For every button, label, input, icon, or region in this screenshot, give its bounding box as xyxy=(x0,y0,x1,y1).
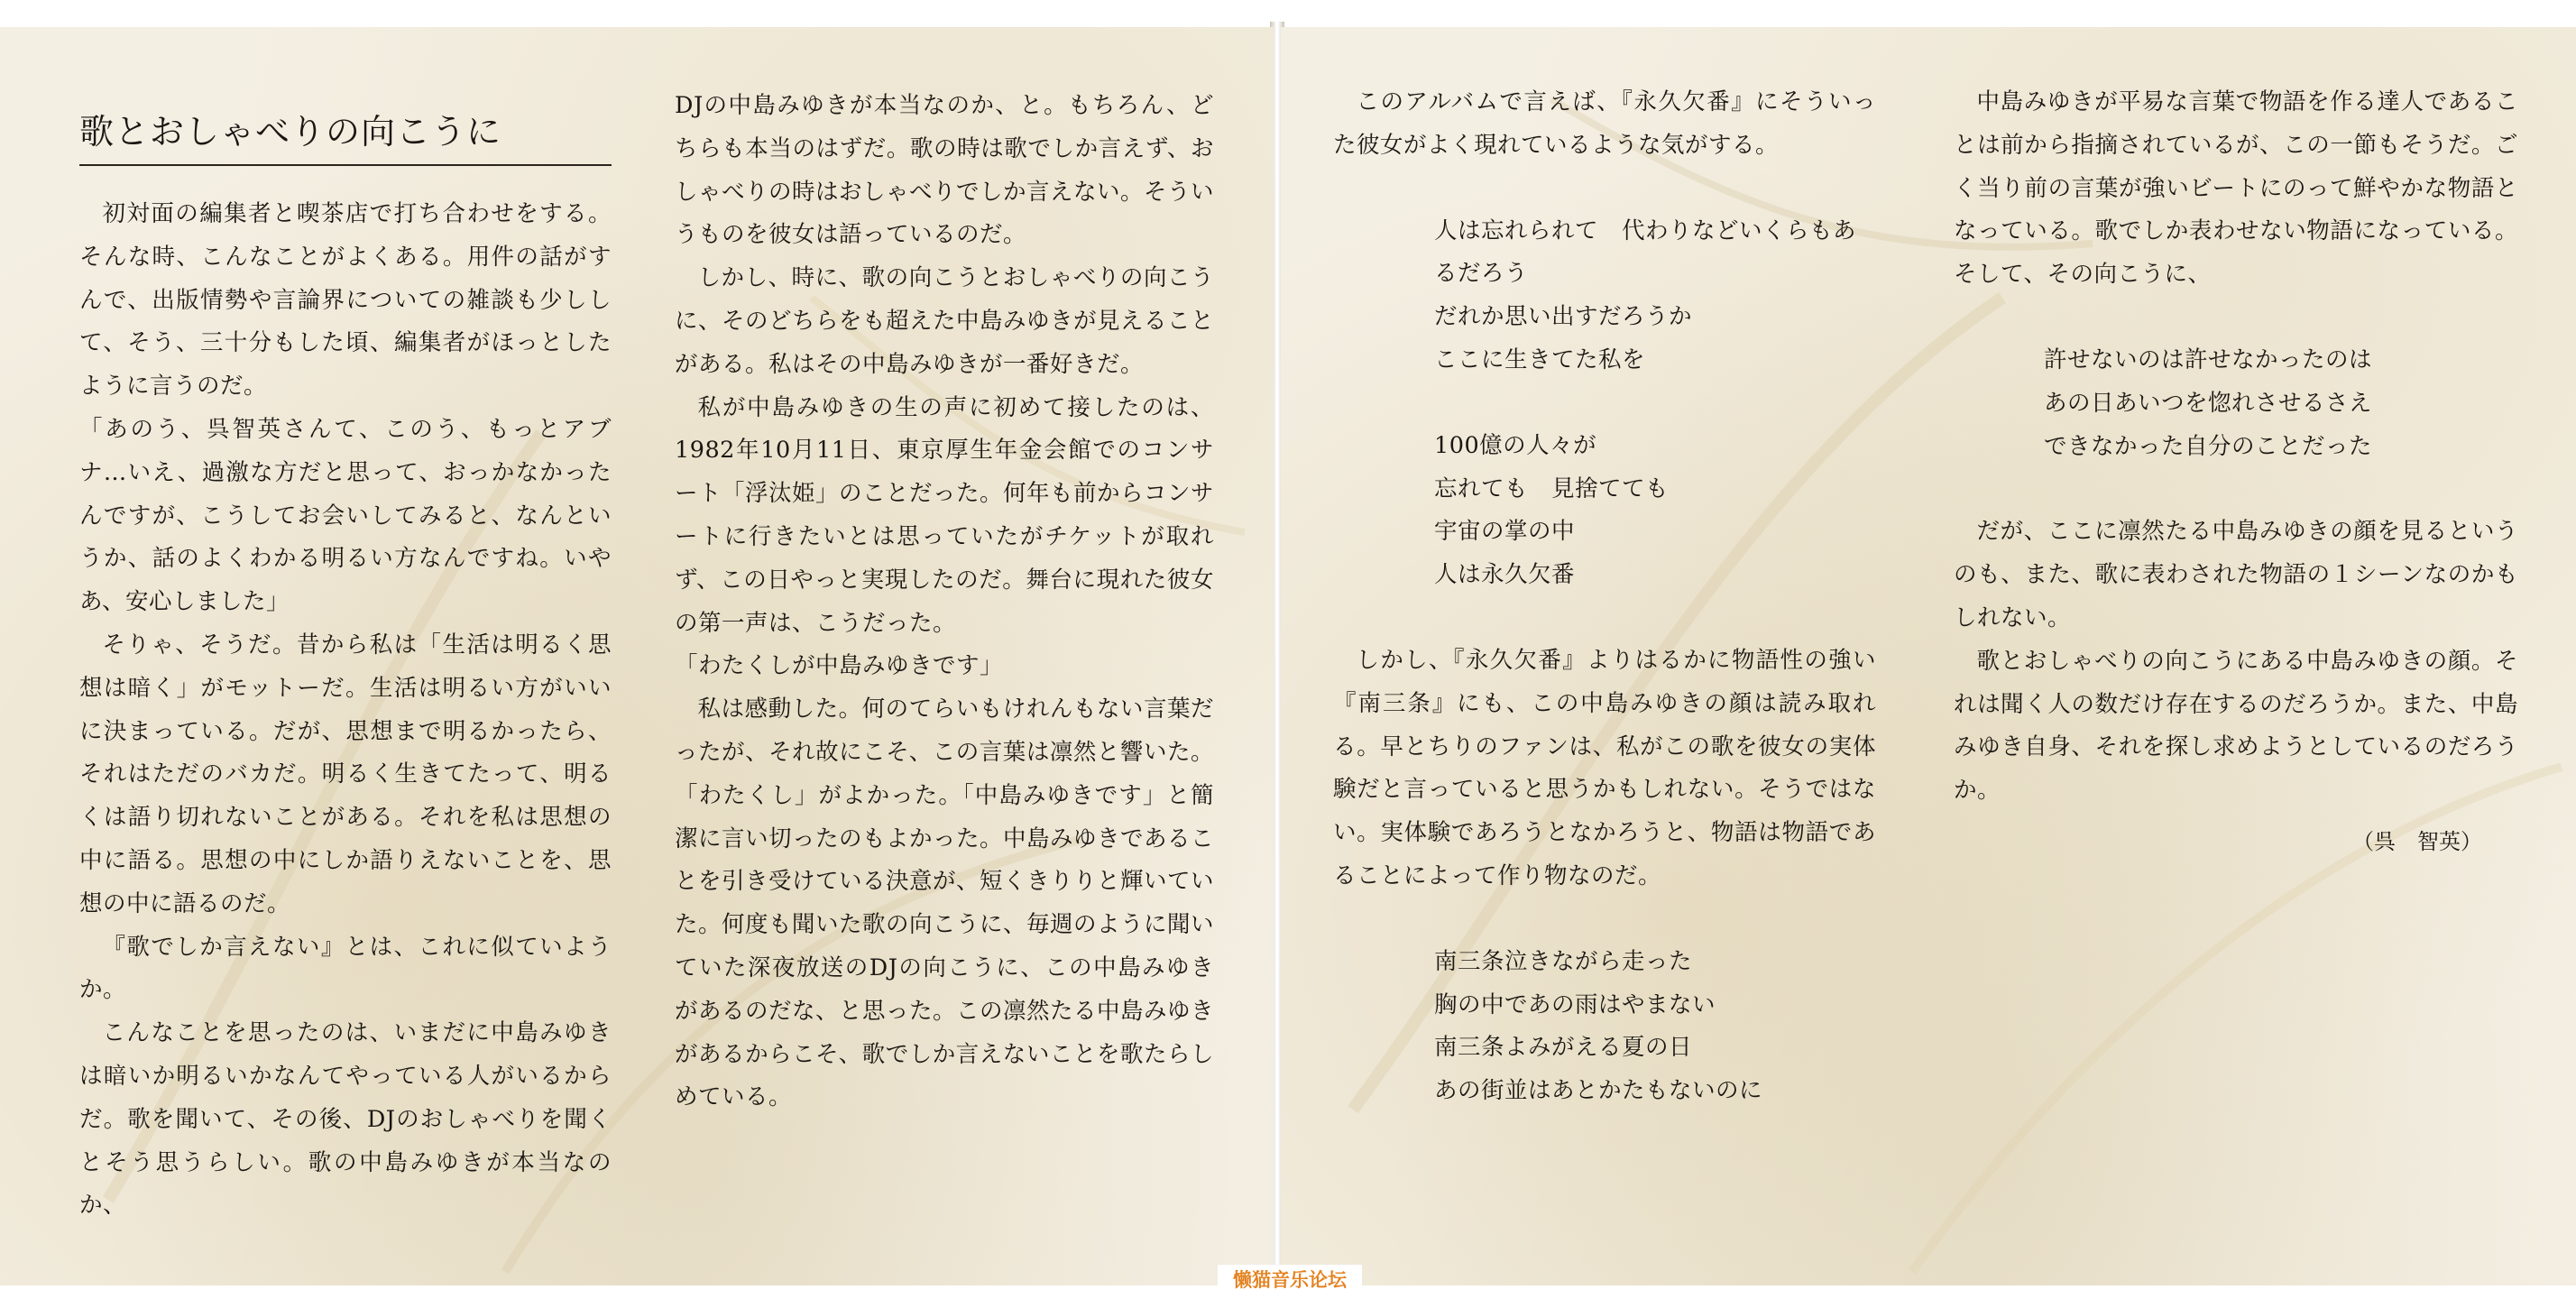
lyric-line: 人は忘れられて 代わりなどいくらもあるだろう xyxy=(1434,216,1857,288)
spacer xyxy=(1333,168,1876,210)
paragraph: DJの中島みゆきが本当なのか、と。もちろん、どちらも本当のはずだ。歌の時は歌でしか言えず、おしゃべりの時はおしゃべりでしか言えない。そういうものを彼女は語っているのだ。 xyxy=(675,92,1215,249)
forum-watermark: 懒猫音乐论坛 xyxy=(1218,1265,1362,1295)
lyric-line: 宇宙の掌の中 xyxy=(1434,518,1576,546)
right-column-1-intro: このアルバムで言えば、『永久欠番』にそういった彼女がよく現れているような気がする。 xyxy=(1333,88,1876,159)
paragraph: 歌とおしゃべりの向こうにある中島みゆきの顔。それは聞く人の数だけ存在するのだろうか。また、中島みゆき自身、それを探し求めようとしているのだろうか。 xyxy=(1954,647,2518,805)
lyrics-forgive xyxy=(1954,339,2518,468)
left-column-1 xyxy=(79,81,612,1228)
left-page xyxy=(0,27,1274,1285)
lyric-line: だれか思い出すだろうか xyxy=(1434,303,1693,331)
paragraph: だが、ここに凛然たる中島みゆきの顔を見るというのも、また、歌に表わされた物語の１シーンなのかもしれない。 xyxy=(1954,518,2518,631)
spacer xyxy=(1333,898,1876,941)
paragraph: しかし、時に、歌の向こうとおしゃべりの向こうに、そのどちらをも超えた中島みゆきが見えることがある。私はその中島みゆきが一番好きだ。 xyxy=(675,264,1215,378)
paragraph: 私は感動した。何のてらいもけれんもない言葉だったが、それ故にこそ、この言葉は凛然と響いた。「わたくし」がよかった。「中島みゆきです」と簡潔に言い切ったのもよかった。中島みゆきであることを引き受けている決意が、短くきりりと輝いていた。何度も聞いた歌の向こうに、毎週のように聞いていた深夜放送のDJの向こうに、この中島みゆきがあるのだな、と思った。この凛然たる中島みゆきがあるからこそ、歌でしか言えないことを歌たらしめている。 xyxy=(675,696,1215,1111)
right-page xyxy=(1281,27,2576,1285)
left-column-1-text xyxy=(79,193,612,1228)
right-column-2 xyxy=(1954,81,2518,855)
lyrics-minami-sanjo xyxy=(1333,941,1876,1113)
paragraph: 初対面の編集者と喫茶店で打ち合わせをする。そんな時、こんなことがよくある。用件の話がすんで、出版情勢や言論界についての雑談も少しして、そう、三十分もした頃、編集者がほっとしたように言うのだ。 xyxy=(79,200,612,401)
lyric-line: 人は永久欠番 xyxy=(1434,561,1576,589)
lyrics-eikyu-kettban-2 xyxy=(1333,425,1876,597)
paragraph: そりゃ、そうだ。昔から私は「生活は明るく思想は暗く」がモットーだ。生活は明るい方がいいに決まっている。だが、思想まで明るかったら、それはただのバカだ。明るく生きてたって、明るくは語り切れないことがある。それを私は思想の中に語る。思想の中にしか語りえないことを、思想の中に語るのだ。 xyxy=(79,631,612,917)
lyric-line: 100億の人々が xyxy=(1434,431,1597,459)
article-title: 歌とおしゃべりの向こうに xyxy=(79,106,612,166)
spacer xyxy=(1954,297,2518,339)
lyric-line: あの日あいつを惚れさせるさえ xyxy=(2044,389,2373,417)
paragraph: 私が中島みゆきの生の声に初めて接したのは、1982年10月11日、東京厚生年金会館でのコンサート「浮汰姫」のことだった。何年も前からコンサートに行きたいとは思っていたがチケットが取れず、この日やっと実現したのだ。舞台に現れた彼女の第一声は、こうだった。 xyxy=(675,393,1215,637)
lyric-line: 胸の中であの雨はやまない xyxy=(1434,990,1716,1018)
paragraph: 「あのう、呉智英さんて、このう、もっとアブナ…いえ、過激な方だと思って、おっかなかったんですが、こうしてお会いしてみると、なんというか、話のよくわかる明るい方なんですね。いやあ、安心しました」 xyxy=(79,415,612,616)
right-column-2-intro: 中島みゆきが平易な言葉で物語を作る達人であることは前から指摘されているが、この一節もそうだ。ごく当り前の言葉が強いビートにのって鮮やかな物語となっている。歌でしか表わせない物語になっている。そして、その向こうに、 xyxy=(1954,88,2518,289)
paragraph: こんなことを思ったのは、いまだに中島みゆきは暗いか明るいかなんてやっている人がいるからだ。歌を聞いて、その後、DJのおしゃべりを聞くとそう思うらしい。歌の中島みゆきが本当なのか、 xyxy=(79,1019,612,1220)
right-column-1 xyxy=(1333,81,1876,1113)
right-column-1-body: しかし、『永久欠番』よりはるかに物語性の強い『南三条』にも、この中島みゆきの顔は読み取れる。早とちりのファンは、私がこの歌を彼女の実体験だと言っていると思うかもしれない。そうではない。実体験であろうとなかろうと、物語は物語であることによって作り物なのだ。 xyxy=(1333,646,1876,889)
author-signature: （呉 智英） xyxy=(2352,828,2482,854)
paragraph: 「わたくしが中島みゆきです」 xyxy=(675,652,1004,680)
lyric-line: 忘れても 見捨てても xyxy=(1434,474,1670,502)
right-column-2-text xyxy=(1954,511,2518,813)
paragraph: 『歌でしか言えない』とは、これに似ていようか。 xyxy=(79,933,612,1004)
spacer xyxy=(1333,597,1876,640)
lyric-line: ここに生きてた私を xyxy=(1434,345,1646,373)
lyric-line: 南三条泣きながら走った xyxy=(1434,947,1693,975)
lyric-line: あの街並はあとかたもないのに xyxy=(1434,1077,1763,1105)
lyric-line: 許せないのは許せなかったのは xyxy=(2044,345,2373,373)
lyrics-eikyu-kettban-1 xyxy=(1333,210,1876,382)
lyric-line: できなかった自分のことだった xyxy=(2044,432,2373,460)
spacer xyxy=(1333,382,1876,425)
lyric-line: 南三条よみがえる夏の日 xyxy=(1434,1034,1693,1062)
left-column-2 xyxy=(675,85,1214,1119)
spacer xyxy=(1954,468,2518,511)
left-column-2-text xyxy=(675,85,1214,1119)
